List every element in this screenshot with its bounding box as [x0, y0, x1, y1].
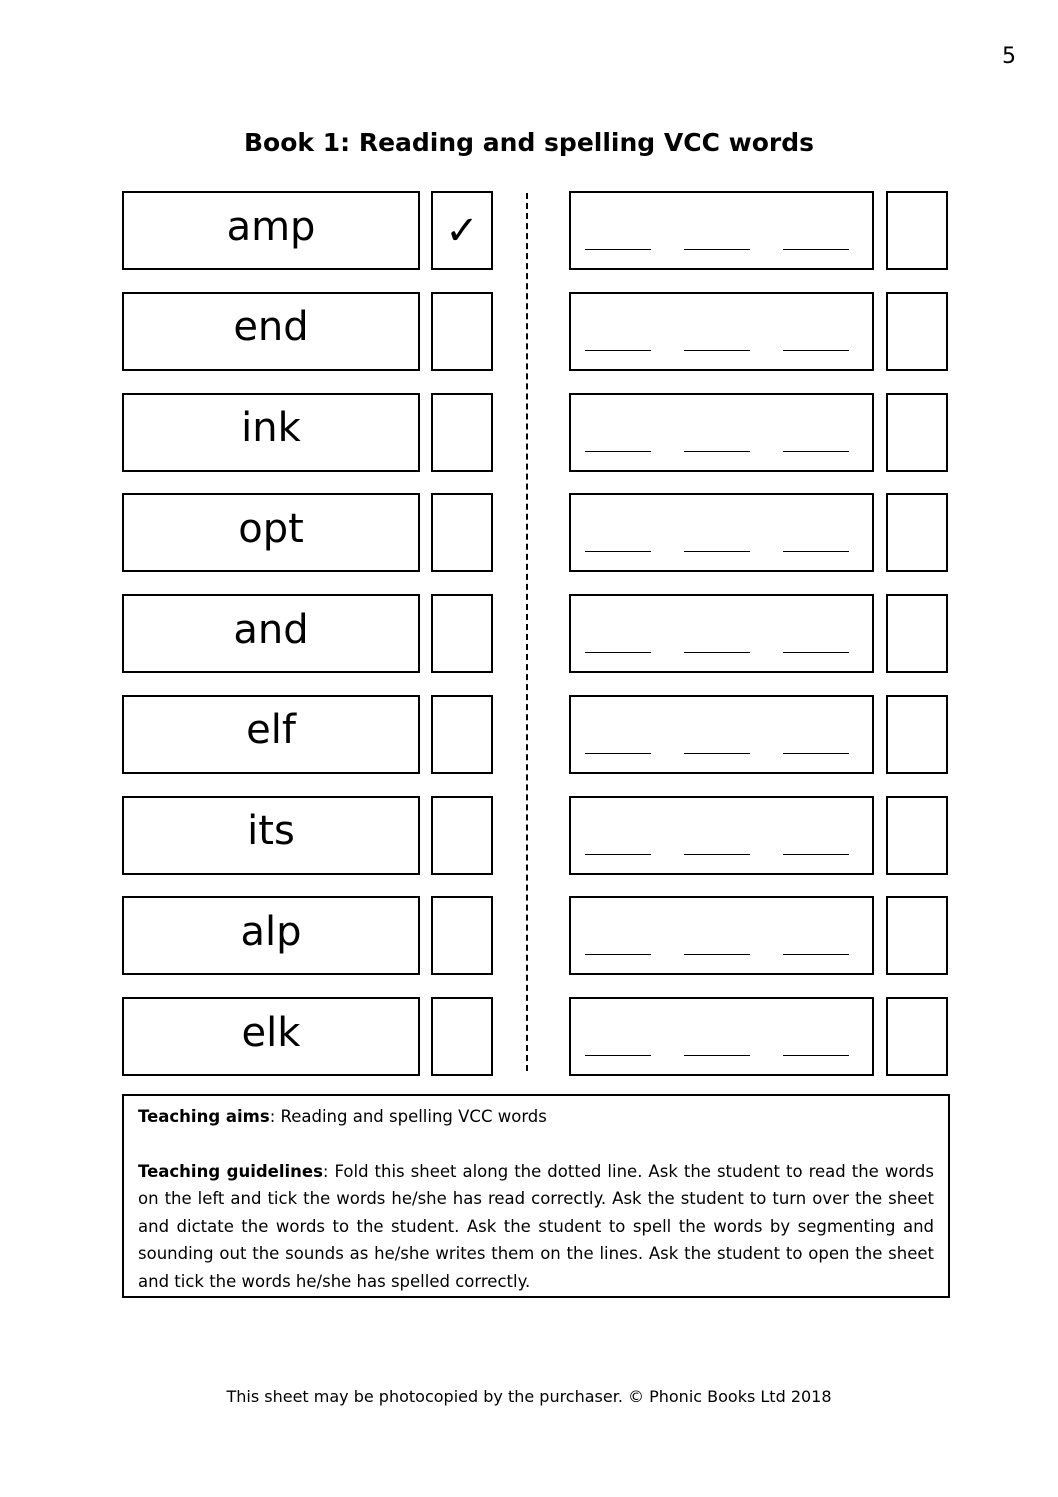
spelling-blank: [684, 652, 750, 653]
spelling-blank: [585, 451, 651, 452]
footer-copyright: This sheet may be photocopied by the purchaser. © Phonic Books Ltd 2018: [226, 1387, 832, 1406]
word-box: [122, 292, 420, 371]
word-box: [122, 493, 420, 572]
read-tick-box[interactable]: [431, 594, 493, 673]
spelled-tick-box[interactable]: [886, 796, 948, 875]
worksheet-row: [122, 896, 948, 975]
read-tick-box[interactable]: ✓: [431, 191, 493, 270]
word-box: [122, 393, 420, 472]
word-box: [122, 695, 420, 774]
word-text: amp: [226, 203, 316, 250]
spelling-blank: [585, 551, 651, 552]
teaching-guidelines-label: Teaching guidelines: [138, 1161, 323, 1181]
spelling-blank: [585, 350, 651, 351]
spelling-blank: [684, 249, 750, 250]
spelling-blank: [585, 1055, 651, 1056]
read-tick-box[interactable]: [431, 393, 493, 472]
spelling-box[interactable]: [569, 292, 874, 371]
read-tick-box[interactable]: [431, 695, 493, 774]
word-box: [122, 896, 420, 975]
word-text: alp: [240, 908, 302, 955]
spelling-blank: [783, 350, 849, 351]
spelling-box[interactable]: [569, 493, 874, 572]
spelling-blank: [585, 249, 651, 250]
spelled-tick-box[interactable]: [886, 493, 948, 572]
spelled-tick-box[interactable]: [886, 594, 948, 673]
worksheet-row: [122, 997, 948, 1076]
read-tick-box[interactable]: [431, 796, 493, 875]
worksheet-row: [122, 191, 948, 270]
spelling-blank: [684, 1055, 750, 1056]
spelling-blank: [783, 652, 849, 653]
worksheet-grid: [122, 191, 948, 1076]
word-text: ink: [241, 405, 301, 451]
page-title: Book 1: Reading and spelling VCC words: [244, 128, 814, 157]
teaching-notes-box: [122, 1094, 950, 1298]
word-text: its: [247, 808, 295, 854]
spelled-tick-box[interactable]: [886, 997, 948, 1076]
read-tick-box[interactable]: [431, 292, 493, 371]
spelling-blank: [783, 451, 849, 452]
word-text: and: [233, 606, 309, 653]
spelling-blank: [684, 854, 750, 855]
teaching-aims: [138, 1103, 934, 1131]
word-box: [122, 997, 420, 1076]
read-tick-box[interactable]: [431, 997, 493, 1076]
spelling-blank: [585, 854, 651, 855]
spelling-box[interactable]: [569, 594, 874, 673]
spelling-blank: [585, 753, 651, 754]
spelled-tick-box[interactable]: [886, 393, 948, 472]
word-text: opt: [238, 505, 304, 552]
spelling-box[interactable]: [569, 191, 874, 270]
spelling-box[interactable]: [569, 896, 874, 975]
spelling-blank: [783, 954, 849, 955]
worksheet-row: [122, 594, 948, 673]
teaching-guidelines-text: : Fold this sheet along the dotted line. Ask the student to read the words on the left and tick the words he/she has read correctly. Ask the student to turn over the sheet and dictate the words to the student. Ask the student to spell the words by segmenting and sounding out the sounds as he/she writes them on the lines. Ask the student to open the sheet and tick the words he/she has spelled correctly.: [138, 1161, 934, 1291]
spelled-tick-box[interactable]: [886, 896, 948, 975]
spelling-blank: [684, 350, 750, 351]
spelling-blank: [783, 249, 849, 250]
spelling-blank: [783, 753, 849, 754]
spelled-tick-box[interactable]: [886, 695, 948, 774]
spelled-tick-box[interactable]: [886, 191, 948, 270]
teaching-aims-text: : Reading and spelling VCC words: [269, 1107, 547, 1126]
word-text: elf: [246, 707, 296, 754]
read-tick-box[interactable]: [431, 493, 493, 572]
spelling-blank: [783, 551, 849, 552]
worksheet-row: [122, 695, 948, 774]
teaching-aims-label: Teaching aims: [138, 1107, 270, 1126]
word-box: [122, 191, 420, 270]
spelling-box[interactable]: [569, 796, 874, 875]
spelling-blank: [783, 1055, 849, 1056]
spelling-blank: [684, 753, 750, 754]
worksheet-row: [122, 796, 948, 875]
read-tick-box[interactable]: [431, 896, 493, 975]
word-box: [122, 594, 420, 673]
spelling-blank: [585, 652, 651, 653]
word-text: end: [233, 304, 309, 351]
word-text: elk: [241, 1009, 301, 1056]
worksheet-row: [122, 393, 948, 472]
word-box: [122, 796, 420, 875]
teaching-guidelines: [138, 1158, 934, 1296]
spelling-blank: [684, 954, 750, 955]
spelling-box[interactable]: [569, 695, 874, 774]
spelling-box[interactable]: [569, 997, 874, 1076]
worksheet-row: [122, 493, 948, 572]
spelling-box[interactable]: [569, 393, 874, 472]
page-number: 5: [1002, 44, 1016, 69]
spelling-blank: [684, 451, 750, 452]
spelling-blank: [783, 854, 849, 855]
spelling-blank: [585, 954, 651, 955]
spelled-tick-box[interactable]: [886, 292, 948, 371]
worksheet-row: [122, 292, 948, 371]
spelling-blank: [684, 551, 750, 552]
